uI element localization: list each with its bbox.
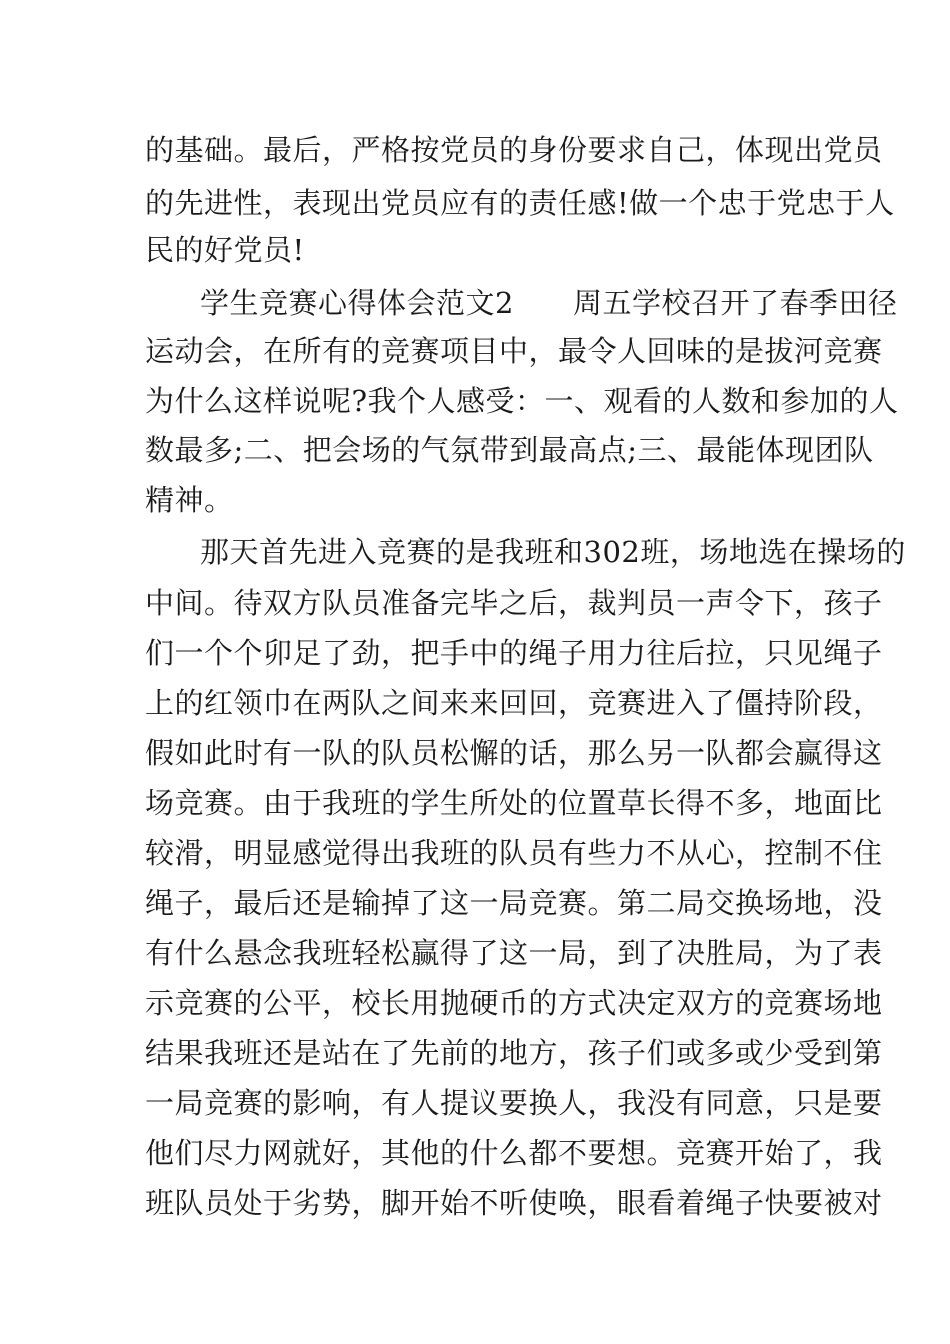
text-line: 中间。待双方队员准备完毕之后，裁判员一声令下，孩子 (145, 586, 883, 620)
text-line: 一局竞赛的影响，有人提议要换人，我没有同意，只是要 (145, 1086, 883, 1120)
paragraph-start-line: 那天首先进入竞赛的是我班和302班，场地选在操场的 (200, 535, 906, 569)
text-line: 上的红领巾在两队之间来来回回，竞赛进入了僵持阶段， (145, 686, 883, 720)
text-line: 数最多;二、把会场的气氛带到最高点;三、最能体现团队 (145, 433, 874, 467)
text-line: 假如此时有一队的队员松懈的话，那么另一队都会赢得这 (145, 736, 883, 770)
text-line: 们一个个卯足了劲，把手中的绳子用力往后拉，只见绳子 (145, 636, 883, 670)
text-line: 绳子，最后还是输掉了这一局竞赛。第二局交换场地，没 (145, 886, 883, 920)
text-line: 较滑，明显感觉得出我班的队员有些力不从心，控制不住 (145, 836, 883, 870)
text-line: 结果我班还是站在了先前的地方，孩子们或多或少受到第 (145, 1036, 883, 1070)
section-heading-line: 学生竞赛心得体会范文2 周五学校召开了春季田径 (200, 286, 898, 320)
text-line: 的基础。最后，严格按党员的身份要求自己，体现出党员 (145, 133, 883, 167)
text-line: 为什么这样说呢?我个人感受：一、观看的人数和参加的人 (145, 384, 899, 418)
text-line: 班队员处于劣势，脚开始不听使唤，眼看着绳子快要被对 (145, 1186, 883, 1220)
text-line: 精神。 (145, 483, 234, 517)
text-line: 的先进性，表现出党员应有的责任感!做一个忠于党忠于人 (145, 186, 895, 220)
text-line: 民的好党员! (145, 233, 305, 267)
text-line: 场竞赛。由于我班的学生所处的位置草长得不多，地面比 (145, 786, 883, 820)
text-line: 运动会，在所有的竞赛项目中，最令人回味的是拔河竞赛 (145, 334, 883, 368)
text-line: 示竞赛的公平，校长用抛硬币的方式决定双方的竞赛场地 (145, 986, 883, 1020)
text-line: 有什么悬念我班轻松赢得了这一局，到了决胜局，为了表 (145, 936, 883, 970)
text-line: 他们尽力网就好，其他的什么都不要想。竞赛开始了，我 (145, 1136, 883, 1170)
